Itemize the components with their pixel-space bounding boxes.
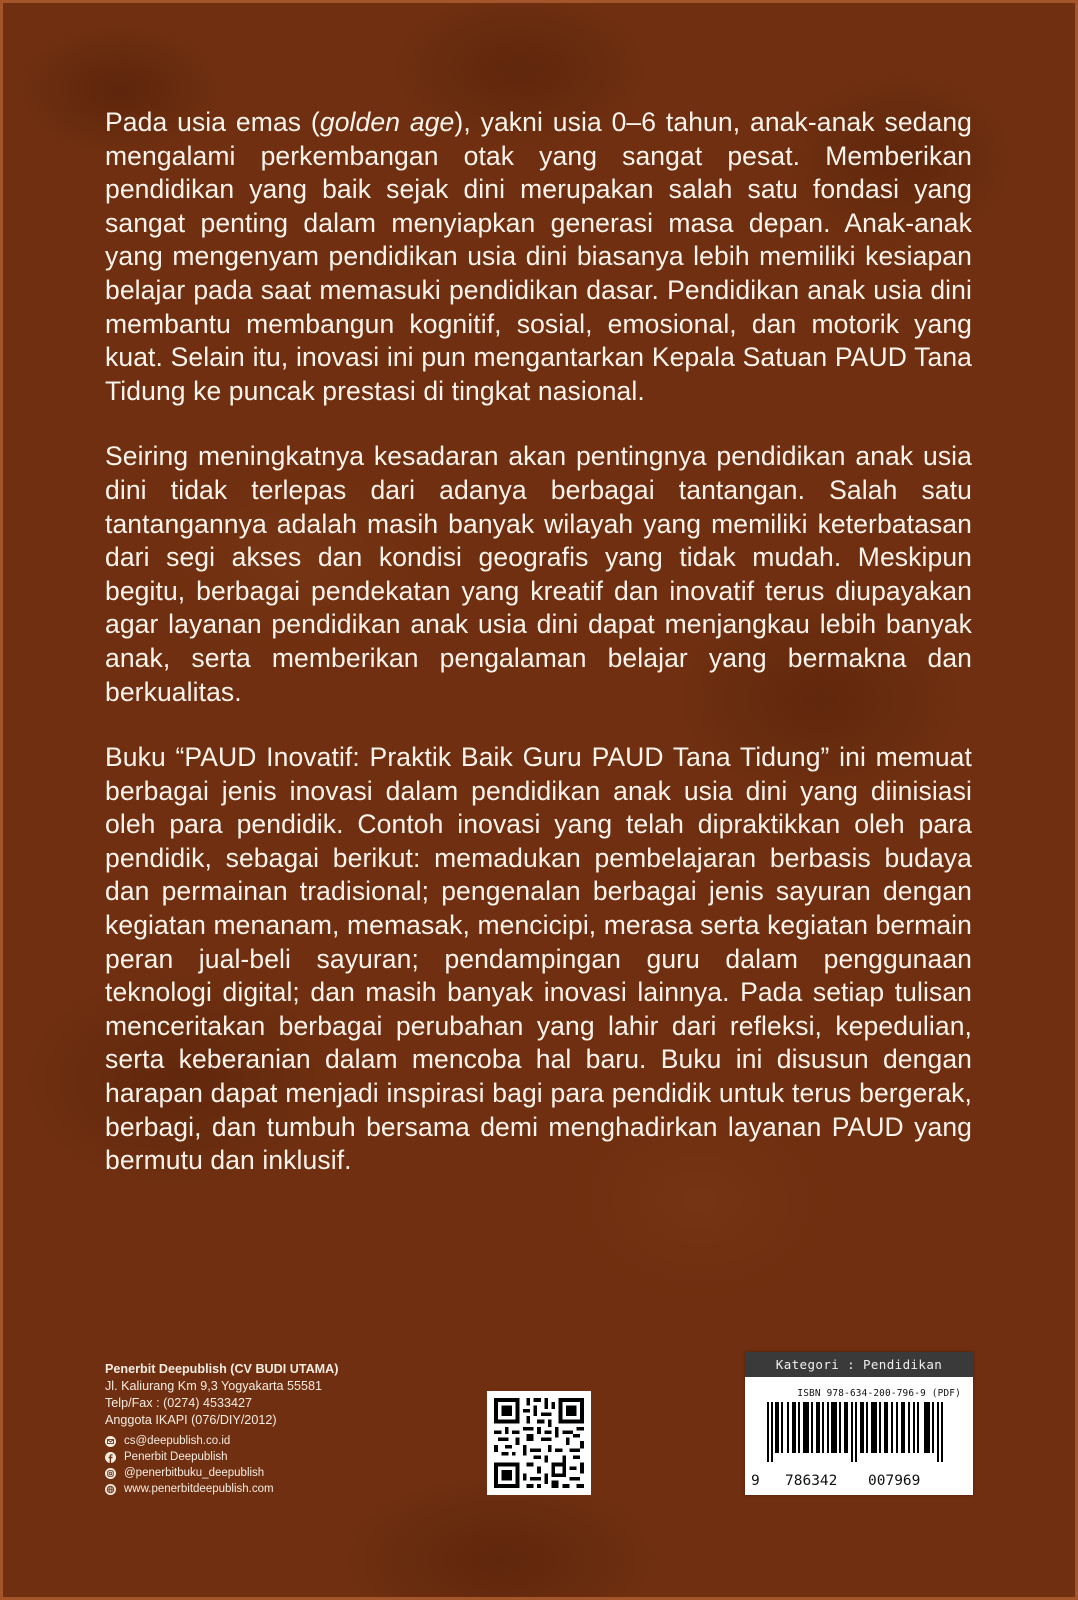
barcode	[767, 1402, 957, 1472]
contact-text: Penerbit Deepublish	[124, 1450, 228, 1463]
publisher-name: Penerbit Deepublish (CV BUDI UTAMA)	[105, 1362, 339, 1376]
contact-instagram[interactable]	[105, 1465, 338, 1481]
contact-text: cs@deepublish.co.id	[124, 1434, 231, 1447]
instagram-icon	[105, 1468, 116, 1479]
contact-text: www.penerbitdeepublish.com	[124, 1482, 274, 1495]
publisher-membership: Anggota IKAPI (076/DIY/2012)	[105, 1413, 277, 1427]
isbn-barcode-block	[745, 1352, 973, 1495]
publisher-contacts	[105, 1433, 338, 1497]
publisher-info	[105, 1361, 338, 1497]
blurb-paragraph-1	[105, 106, 972, 408]
email-icon	[105, 1436, 116, 1447]
publisher-address: Jl. Kaliurang Km 9,3 Yogyakarta 55581	[105, 1379, 323, 1393]
publisher-phone: Telp/Fax : (0274) 4533427	[105, 1396, 253, 1410]
text-run: ), yakni usia 0–6 tahun, anak-anak sedang mengalami perkembangan otak yang sangat pesat. Memberikan pendidikan yang baik sejak dini merupakan salah satu fondasi yang sangat penting dalam menyiapkan generasi masa depan. Anak-anak yang mengenyam pendidikan usia dini biasanya lebih memiliki kesiapan belajar pada saat memasuki pendidikan dasar. Pendidikan anak usia dini membantu membangun kognitif, sosial, emosional, dan motorik yang kuat. Selain itu, inovasi ini pun mengantarkan Kepala Satuan PAUD Tana Tidung ke puncak prestasi di tingkat nasional.	[105, 107, 973, 406]
barcode-lead-digit: 9	[751, 1473, 760, 1489]
category-label: Kategori : Pendidikan	[745, 1352, 973, 1377]
facebook-icon	[105, 1452, 116, 1463]
barcode-right-digits: 007969	[868, 1473, 921, 1489]
text-run: Pada usia emas (	[105, 107, 320, 137]
barcode-left-digits: 786342	[785, 1473, 838, 1489]
blurb-paragraph-2	[105, 440, 972, 709]
globe-icon	[105, 1484, 116, 1495]
contact-text: @penerbitbuku_deepublish	[124, 1466, 265, 1479]
contact-facebook[interactable]	[105, 1449, 338, 1465]
blurb-paragraph-3	[105, 741, 972, 1178]
isbn-number: ISBN 978-634-200-796-9 (PDF)	[797, 1388, 961, 1399]
contact-email[interactable]	[105, 1433, 338, 1449]
contact-website[interactable]	[105, 1481, 338, 1497]
back-cover-blurb	[105, 106, 972, 1210]
italic-term: golden age	[319, 107, 455, 137]
qr-code[interactable]	[487, 1391, 591, 1495]
text-run: Buku “PAUD Inovatif: Praktik Baik Guru PAUD Tana Tidung” ini memuat berbagai jenis inovasi dalam pendidikan anak usia dini yang diinisiasi oleh para pendidik. Contoh inovasi yang telah dipraktikkan oleh para pendidik, sebagai berikut: memadukan pembelajaran berbasis budaya dan permainan tradisional; pengenalan berbagai jenis sayuran dengan kegiatan menanam, memasak, mencicipi, merasa serta kegiatan bermain peran jual-beli sayuran; pendampingan guru dalam penggunaan teknologi digital; dan masih banyak inovasi lainnya. Pada setiap tulisan menceritakan berbagai perubahan yang lahir dari refleksi, kepedulian, serta keberanian dalam mencoba hal baru. Buku ini disusun dengan harapan dapat menjadi inspirasi bagi para pendidik untuk terus bergerak, berbagi, dan tumbuh bersama demi menghadirkan layanan PAUD yang bermutu dan inklusif.	[105, 742, 972, 1176]
text-run: Seiring meningkatnya kesadaran akan pentingnya pendidikan anak usia dini tidak terlepas dari adanya berbagai tantangan. Salah satu tantangannya adalah masih banyak wilayah yang memiliki keterbatasan dari segi akses dan kondisi geografis yang tidak mudah. Meskipun begitu, berbagai pendekatan yang kreatif dan inovatif terus diupayakan agar layanan pendidikan anak usia dini dapat menjangkau lebih banyak anak, serta memberikan pengalaman belajar yang bermakna dan berkualitas.	[105, 441, 972, 707]
